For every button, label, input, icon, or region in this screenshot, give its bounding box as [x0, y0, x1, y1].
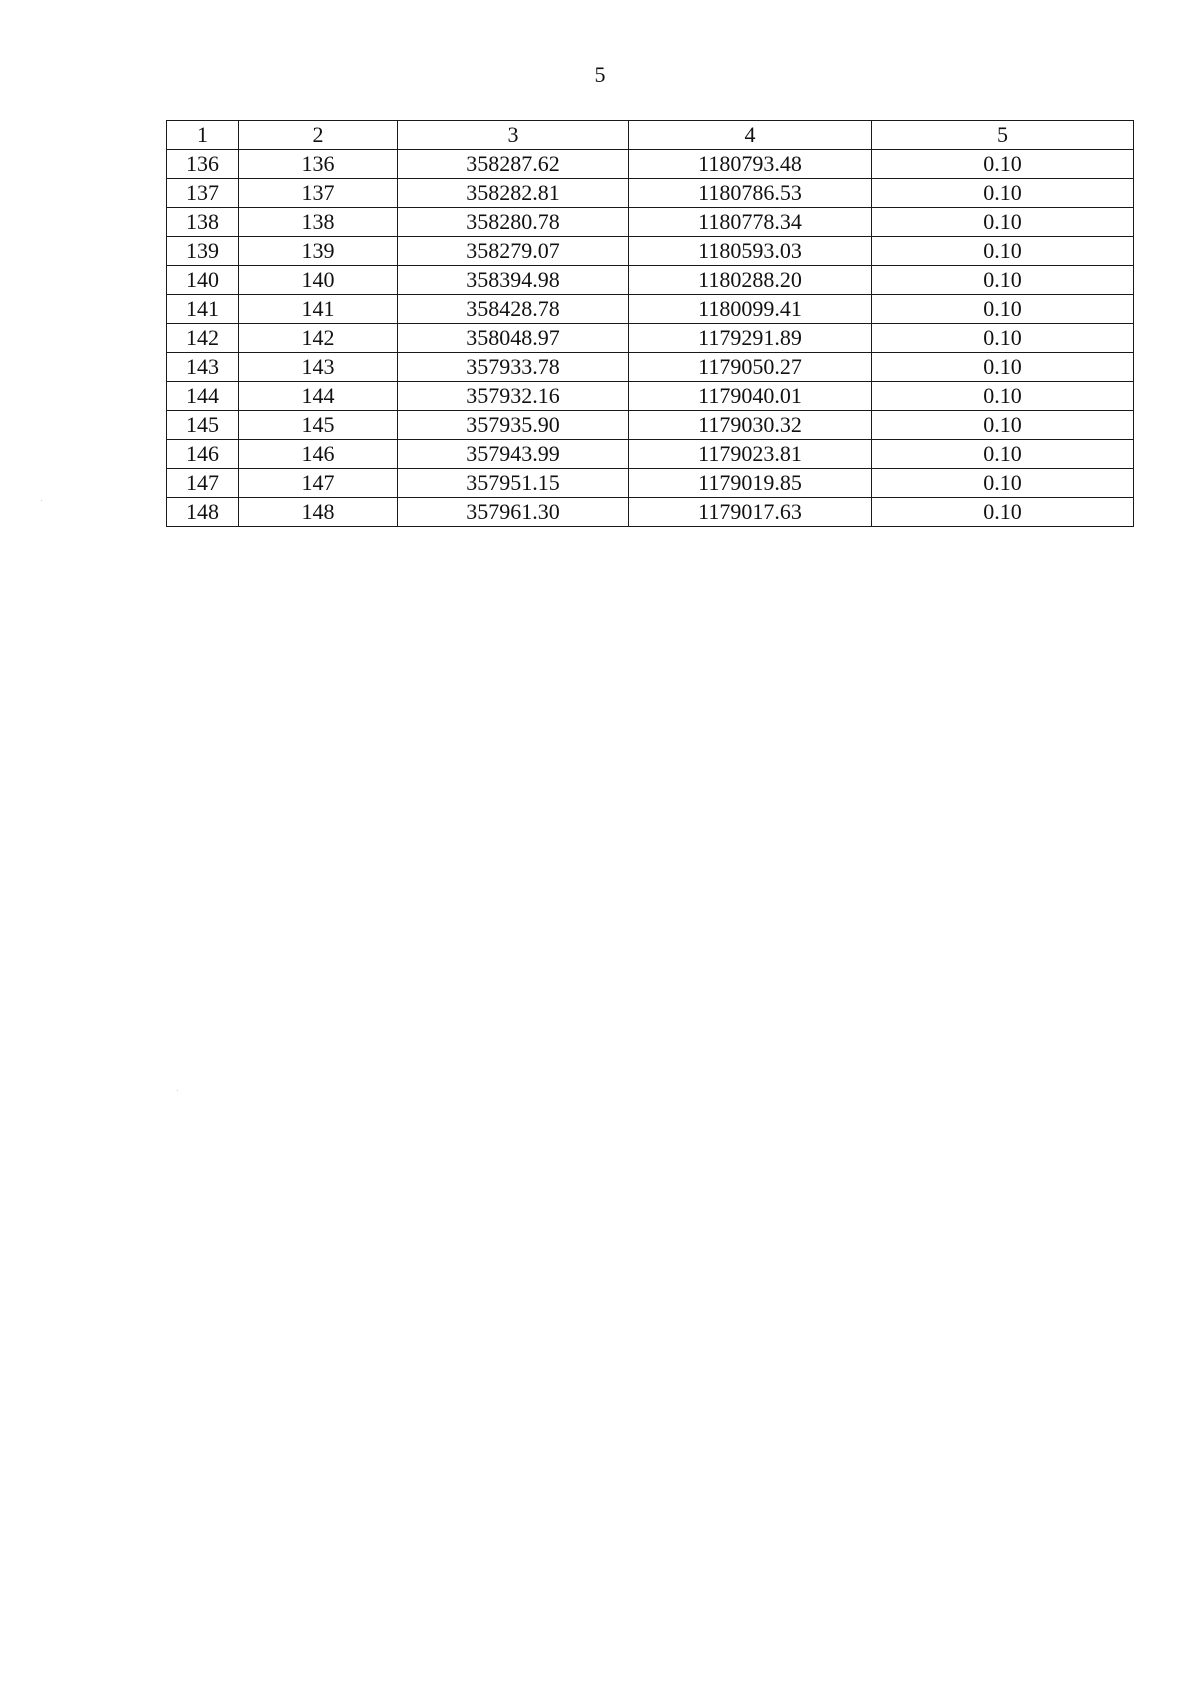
table-cell: 357935.90	[398, 411, 629, 440]
page-number: 5	[594, 62, 606, 87]
table-cell: 357961.30	[398, 498, 629, 527]
table-cell: 1179030.32	[629, 411, 872, 440]
table-header-row	[167, 121, 1134, 150]
table-row	[167, 353, 1134, 382]
table-cell: 146	[239, 440, 398, 469]
table-cell: 1180793.48	[629, 150, 872, 179]
table-cell: 136	[239, 150, 398, 179]
header-cell: 1	[167, 121, 239, 150]
table-cell: 0.10	[872, 411, 1134, 440]
table-cell: 358428.78	[398, 295, 629, 324]
table-row	[167, 150, 1134, 179]
table-cell: 144	[239, 382, 398, 411]
header-cell: 5	[872, 121, 1134, 150]
scan-speck	[177, 1090, 178, 1091]
table-cell: 147	[239, 469, 398, 498]
header-cell: 3	[398, 121, 629, 150]
table-row	[167, 179, 1134, 208]
table-row	[167, 266, 1134, 295]
table-cell: 139	[239, 237, 398, 266]
table-cell: 148	[167, 498, 239, 527]
table-cell: 1179050.27	[629, 353, 872, 382]
table-cell: 143	[239, 353, 398, 382]
table-cell: 139	[167, 237, 239, 266]
table-cell: 358287.62	[398, 150, 629, 179]
table-cell: 358282.81	[398, 179, 629, 208]
table-cell: 358048.97	[398, 324, 629, 353]
table-cell: 141	[239, 295, 398, 324]
table-cell: 148	[239, 498, 398, 527]
table-row	[167, 237, 1134, 266]
table-cell: 138	[167, 208, 239, 237]
table-cell: 1180786.53	[629, 179, 872, 208]
table-cell: 0.10	[872, 440, 1134, 469]
header-cell: 2	[239, 121, 398, 150]
table-cell: 144	[167, 382, 239, 411]
table-cell: 1179017.63	[629, 498, 872, 527]
table-row	[167, 498, 1134, 527]
table-cell: 142	[239, 324, 398, 353]
table-cell: 358279.07	[398, 237, 629, 266]
table-cell: 145	[167, 411, 239, 440]
table-row	[167, 208, 1134, 237]
table-cell: 137	[239, 179, 398, 208]
table-row	[167, 469, 1134, 498]
table-cell: 140	[239, 266, 398, 295]
table-cell: 143	[167, 353, 239, 382]
table-row	[167, 324, 1134, 353]
table-cell: 1179040.01	[629, 382, 872, 411]
table-cell: 146	[167, 440, 239, 469]
table-cell: 1179291.89	[629, 324, 872, 353]
table-cell: 147	[167, 469, 239, 498]
table-cell: 0.10	[872, 208, 1134, 237]
coordinates-table	[166, 120, 1134, 527]
table-cell: 0.10	[872, 498, 1134, 527]
table-cell: 357943.99	[398, 440, 629, 469]
table-cell: 138	[239, 208, 398, 237]
table-cell: 358280.78	[398, 208, 629, 237]
table-cell: 141	[167, 295, 239, 324]
table-cell: 1180288.20	[629, 266, 872, 295]
table-row	[167, 295, 1134, 324]
table-cell: 357951.15	[398, 469, 629, 498]
table-cell: 145	[239, 411, 398, 440]
coordinates-table-body	[167, 121, 1134, 527]
table-cell: 357932.16	[398, 382, 629, 411]
table-cell: 358394.98	[398, 266, 629, 295]
table-cell: 136	[167, 150, 239, 179]
table-row	[167, 382, 1134, 411]
table-cell: 0.10	[872, 237, 1134, 266]
table-row	[167, 411, 1134, 440]
table-cell: 0.10	[872, 324, 1134, 353]
header-cell: 4	[629, 121, 872, 150]
table-cell: 357933.78	[398, 353, 629, 382]
table-cell: 0.10	[872, 382, 1134, 411]
table-cell: 1180778.34	[629, 208, 872, 237]
table-cell: 0.10	[872, 266, 1134, 295]
table-cell: 1180099.41	[629, 295, 872, 324]
table-cell: 0.10	[872, 150, 1134, 179]
table-cell: 137	[167, 179, 239, 208]
table-cell: 0.10	[872, 469, 1134, 498]
table-cell: 0.10	[872, 353, 1134, 382]
table-cell: 1179019.85	[629, 469, 872, 498]
table-cell: 0.10	[872, 179, 1134, 208]
table-row	[167, 440, 1134, 469]
scan-speck	[41, 500, 42, 501]
table-cell: 1180593.03	[629, 237, 872, 266]
table-cell: 1179023.81	[629, 440, 872, 469]
table-cell: 0.10	[872, 295, 1134, 324]
table-cell: 142	[167, 324, 239, 353]
table-cell: 140	[167, 266, 239, 295]
